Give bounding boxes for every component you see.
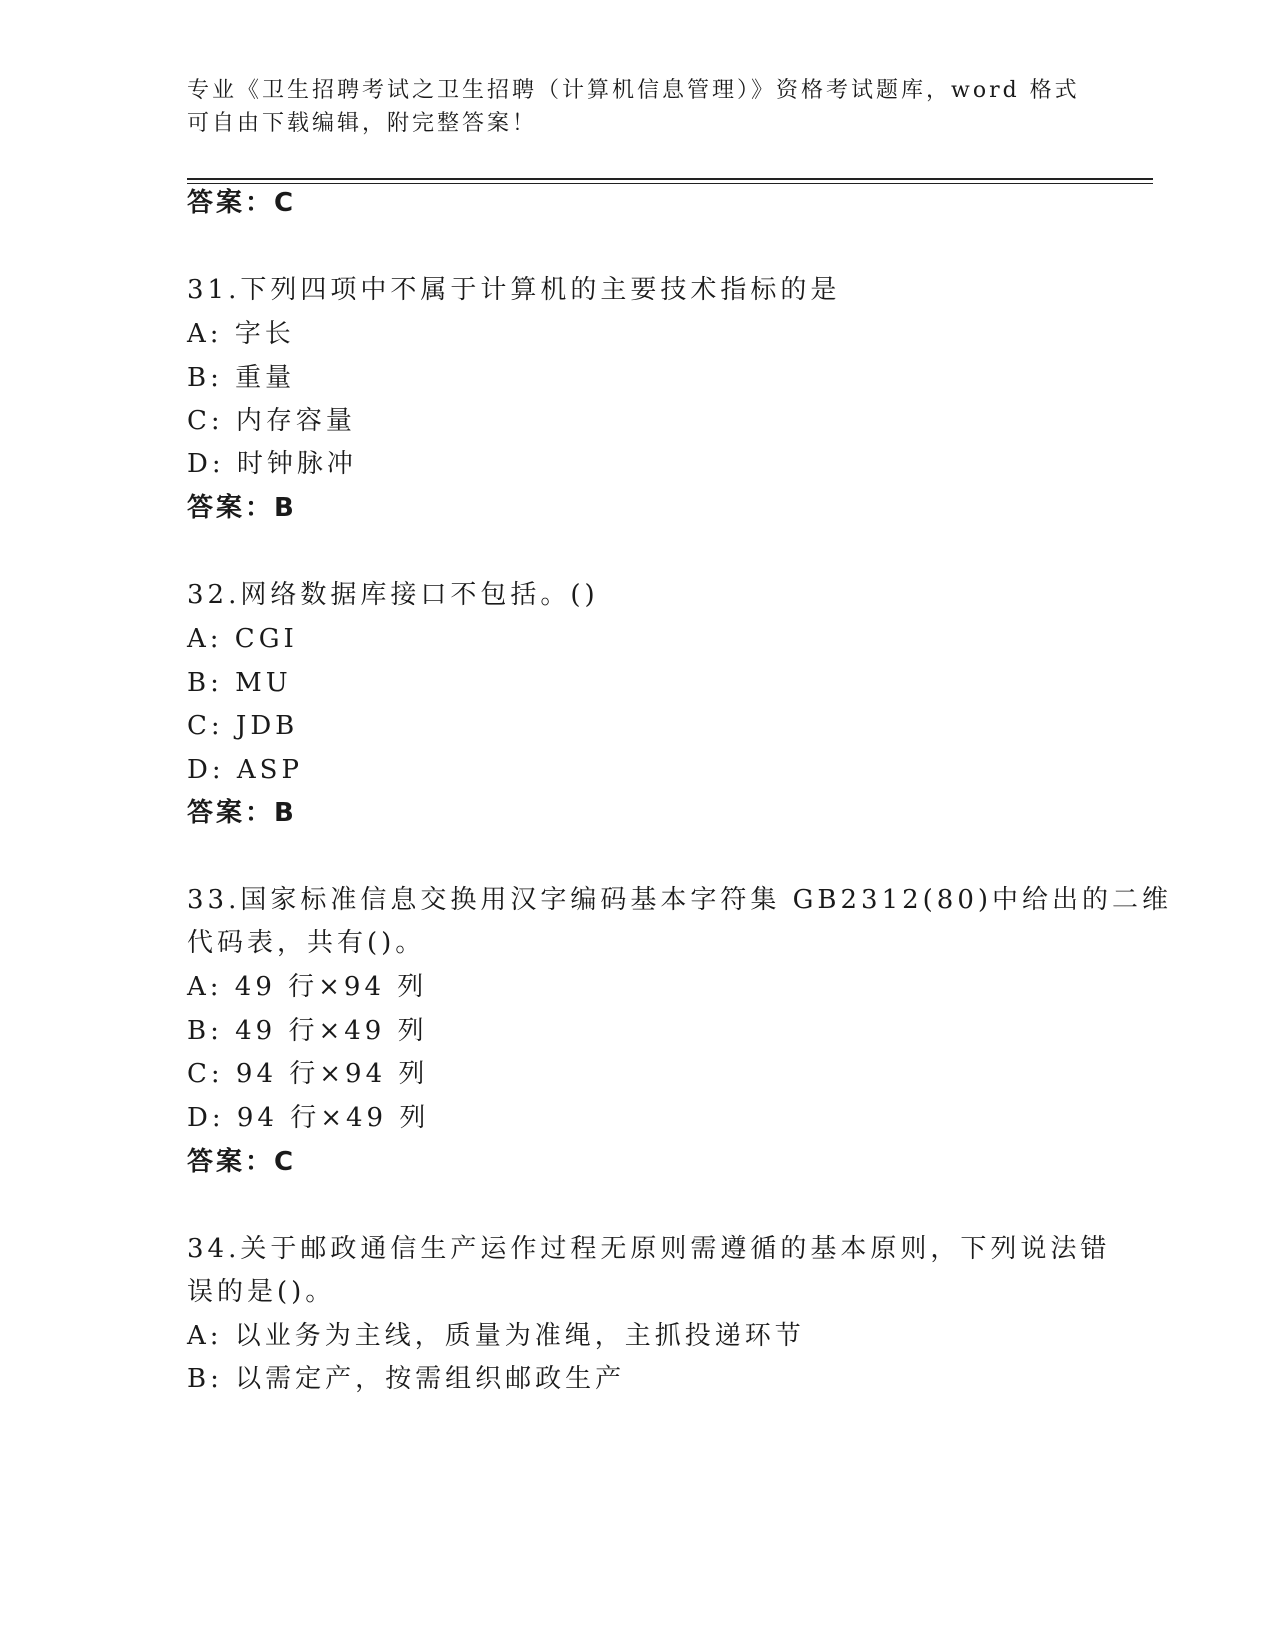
question-31-answer: 答案：B xyxy=(187,493,297,523)
question-33-option-b: B: 49 行×49 列 xyxy=(187,1016,428,1046)
answer-prev: 答案：C xyxy=(187,188,297,218)
question-34-option-b: B: 以需定产，按需组织邮政生产 xyxy=(187,1364,626,1394)
question-34-stem-line-1: 34.关于邮政通信生产运作过程无原则需遵循的基本原则，下列说法错 xyxy=(187,1234,1111,1264)
question-32-option-d: D: ASP xyxy=(187,755,303,785)
header-line-1: 专业《卫生招聘考试之卫生招聘（计算机信息管理）》资格考试题库，word 格式 xyxy=(187,78,1080,103)
question-31-option-d: D: 时钟脉冲 xyxy=(187,449,357,479)
question-33-option-d: D: 94 行×49 列 xyxy=(187,1103,430,1133)
header-line-2: 可自由下载编辑，附完整答案！ xyxy=(187,111,538,136)
question-32-option-b: B: MU xyxy=(187,668,292,698)
header-divider-thick xyxy=(187,178,1153,180)
question-31-stem: 31.下列四项中不属于计算机的主要技术指标的是 xyxy=(187,275,841,305)
question-34-stem-line-2: 误的是()。 xyxy=(187,1277,336,1307)
question-31-option-a: A: 字长 xyxy=(187,319,295,349)
question-33-answer: 答案：C xyxy=(187,1147,297,1177)
question-33-option-c: C: 94 行×94 列 xyxy=(187,1059,429,1089)
question-32-option-c: C: JDB xyxy=(187,711,299,741)
document-header xyxy=(187,74,1087,140)
question-33-stem-line-2: 代码表，共有()。 xyxy=(187,928,426,958)
question-34-option-a: A: 以业务为主线，质量为准绳，主抓投递环节 xyxy=(187,1321,805,1351)
question-33-stem-line-1: 33.国家标准信息交换用汉字编码基本字符集 GB2312(80)中给出的二维 xyxy=(187,885,1173,915)
question-33-option-a: A: 49 行×94 列 xyxy=(187,972,428,1002)
question-31-option-c: C: 内存容量 xyxy=(187,406,356,436)
question-32-option-a: A: CGI xyxy=(187,624,298,654)
question-31-option-b: B: 重量 xyxy=(187,363,296,393)
header-divider-thin xyxy=(187,183,1153,184)
question-32-stem: 32.网络数据库接口不包括。() xyxy=(187,580,599,610)
question-32-answer: 答案：B xyxy=(187,798,297,828)
